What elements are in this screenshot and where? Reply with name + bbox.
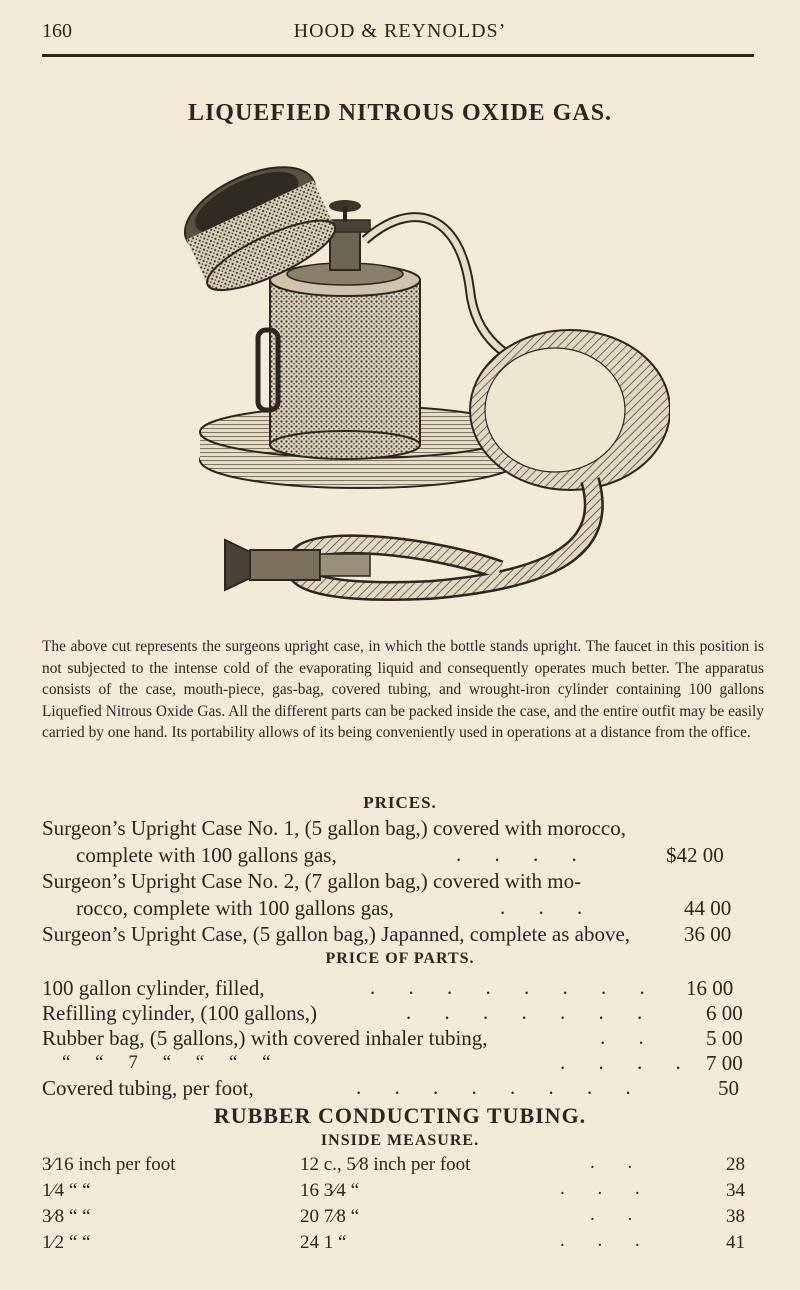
running-title: HOOD & REYNOLDS’ (293, 20, 507, 42)
price-item-3-price: 36 00 (684, 922, 732, 946)
leader-dots: . . (590, 1204, 647, 1225)
price-item-1-line1: Surgeon’s Upright Case No. 1, (5 gallon bag,) covered with morocco, (42, 816, 626, 840)
part-item-2-price: 6 00 (706, 1001, 743, 1025)
surgeons-upright-case-illustration (170, 140, 670, 620)
part-item-3-price: 5 00 (706, 1026, 743, 1050)
price-item-1-price: $42 00 (666, 843, 724, 867)
part-item-1-price: 16 00 (686, 976, 734, 1000)
page-number: 160 (42, 20, 72, 42)
tubing-heading: RUBBER CONDUCTING TUBING. (213, 1103, 587, 1128)
price-item-3-line1: Surgeon’s Upright Case, (5 gallon bag,) Japanned, complete as above, (42, 922, 631, 946)
tubing-row-1-mid: 12 c., 5⁄8 inch per foot (300, 1154, 471, 1175)
leader-dots: . . . (560, 1230, 654, 1251)
part-item-5-label: Covered tubing, per foot, (42, 1076, 254, 1100)
tubing-row-2-left: 1⁄4 “ “ (42, 1180, 91, 1201)
leader-dots: . . . (500, 895, 597, 919)
leader-dots: . . . . . . . (406, 1000, 657, 1024)
part-item-3-label: Rubber bag, (5 gallons,) with covered inhaler tubing, (42, 1026, 488, 1050)
leader-dots: . . . (560, 1178, 654, 1199)
tubing-row-4-left: 1⁄2 “ “ (42, 1232, 91, 1253)
price-item-2-price: 44 00 (684, 896, 732, 920)
page-title: LIQUEFIED NITROUS OXIDE GAS. (187, 100, 613, 126)
prices-heading: PRICES. (363, 793, 437, 812)
leader-dots: . . . . (560, 1050, 695, 1074)
tubing-row-4-mid: 24 1 “ (300, 1232, 347, 1253)
leader-dots: . . (590, 1152, 647, 1173)
leader-dots: . . . . . . . . (356, 1075, 645, 1099)
tubing-row-1-price: 28 (726, 1154, 745, 1175)
part-item-5-price: 50 (718, 1076, 739, 1100)
header-rule (42, 54, 754, 57)
price-item-2-line2: rocco, complete with 100 gallons gas, (76, 896, 394, 920)
tubing-row-2-price: 34 (726, 1180, 745, 1201)
part-item-2-label: Refilling cylinder, (100 gallons,) (42, 1001, 318, 1025)
description-paragraph: The above cut represents the surgeons upright case, in which the bottle stands upright. The faucet in this position is not subjected to the intense cold of the evaporating liquid and consequently operates much better. The apparatus consists of the case, mouth-piece, gas-bag, covered tubing, and wrought-iron cylinder containing 100 gallons Liquefied Nitrous Oxide Gas. All the different parts can be packed inside the case, and the entire outfit may be easily carried by one hand. Its portability allows of its being conveniently used in operations at a distance from the office. (42, 638, 764, 741)
tubing-row-3-mid: 20 7⁄8 “ (300, 1206, 360, 1227)
tubing-subheading: INSIDE MEASURE. (320, 1132, 480, 1149)
leader-dots: . . . . (456, 842, 591, 866)
leader-dots: . . . . . . . . (370, 975, 659, 999)
parts-heading: PRICE OF PARTS. (325, 950, 475, 967)
leader-dots: . . (600, 1025, 658, 1049)
tubing-row-1-left: 3⁄16 inch per foot (42, 1154, 176, 1175)
part-item-4-price: 7 00 (706, 1051, 743, 1075)
price-item-1-line2: complete with 100 gallons gas, (76, 843, 337, 867)
tubing-row-3-price: 38 (726, 1206, 745, 1227)
part-item-4-label: “ “ 7 “ “ “ “ (62, 1052, 281, 1073)
tubing-row-3-left: 3⁄8 “ “ (42, 1206, 91, 1227)
price-item-2-line1: Surgeon’s Upright Case No. 2, (7 gallon bag,) covered with mo- (42, 869, 582, 893)
tubing-row-4-price: 41 (726, 1232, 745, 1253)
part-item-1-label: 100 gallon cylinder, filled, (42, 976, 265, 1000)
tubing-row-2-mid: 16 3⁄4 “ (300, 1180, 360, 1201)
